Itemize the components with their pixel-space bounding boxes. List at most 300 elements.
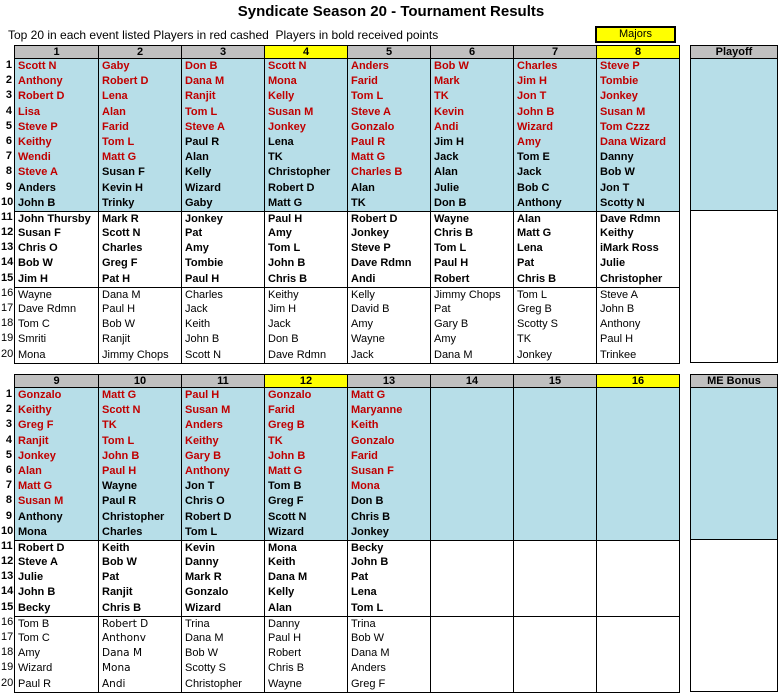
player-cell: Wizard (18, 662, 53, 675)
player-cell (514, 601, 596, 616)
row-number: 16 (1, 615, 14, 628)
player-cell: iMark Ross (600, 242, 659, 255)
player-cell: TK (99, 418, 181, 433)
player-cell: Smriti (18, 333, 47, 346)
player-cell (597, 677, 679, 692)
player-cell: Bob W (102, 556, 137, 569)
row-number: 8 (5, 494, 12, 507)
event-column-header: 7 (514, 46, 596, 59)
player-cell: Paul H (185, 272, 220, 285)
player-cell: Tom Czzz (597, 120, 679, 135)
player-cell: Danny (597, 150, 679, 165)
player-cell: Mark (431, 74, 513, 89)
player-cell: Amy (18, 647, 40, 660)
player-cell: Jim H (268, 303, 297, 315)
player-cell: John B (268, 257, 306, 270)
player-cell (597, 510, 679, 525)
event-column-header: 8 (597, 46, 679, 59)
event-column-8 (596, 46, 679, 363)
event-column-header: 12 (265, 375, 347, 388)
me-bonus-lower-zone (690, 540, 778, 692)
player-cell (431, 403, 513, 418)
player-cell: Tom L (268, 242, 301, 255)
player-cell: Matt G (348, 150, 430, 165)
player-cell: Pat (434, 303, 451, 315)
player-cell: Wayne (99, 479, 181, 494)
player-cell: Amy (514, 135, 596, 150)
player-cell: Gonzalo (348, 120, 430, 135)
player-cell: John B (600, 303, 635, 315)
player-cell: Dave Rdmn (18, 303, 77, 315)
player-cell (431, 479, 513, 494)
player-cell (597, 540, 679, 555)
player-cell: Gonzalo (265, 388, 347, 403)
player-cell: Kevin (431, 105, 513, 120)
player-cell: Wayne (351, 333, 385, 346)
row-number: 9 (5, 180, 12, 193)
player-cell: Greg B (265, 418, 347, 433)
player-cell (431, 585, 513, 600)
row-number: 12 (1, 555, 14, 568)
me-bonus-header: ME Bonus (690, 374, 778, 388)
player-cell: Wizard (265, 525, 347, 540)
player-cell (514, 403, 596, 418)
player-cell: Dana M (102, 647, 143, 660)
player-cell: Mona (348, 479, 430, 494)
playoff-points-zone (690, 59, 778, 211)
gutter-spacer (1, 45, 14, 58)
events-table-9-16 (1, 374, 778, 693)
player-cell: Lena (99, 89, 181, 104)
player-cell (514, 479, 596, 494)
playoff-lower-zone (690, 211, 778, 363)
row-number: 6 (5, 463, 12, 476)
player-cell: Paul H (600, 333, 634, 346)
player-cell: Alan (99, 105, 181, 120)
player-cell: Wayne (268, 677, 302, 690)
player-cell: Dana Wizard (597, 135, 679, 150)
player-cell: Trina (348, 616, 430, 631)
player-cell: Tom C (18, 318, 50, 331)
player-cell: Wizard (185, 601, 221, 614)
player-cell: Jimmy Chops (102, 348, 169, 361)
player-cell: Paul R (18, 677, 52, 690)
event-column-header: 9 (15, 375, 98, 388)
player-cell: Tombie (185, 257, 224, 270)
player-cell: Tom L (182, 105, 264, 120)
player-cell (597, 555, 679, 570)
row-number: 3 (5, 418, 12, 431)
player-cell: Wendi (15, 150, 98, 165)
event-column-header: 14 (431, 375, 513, 388)
player-cell: Mark R (99, 211, 181, 226)
player-cell: Christopher (99, 510, 181, 525)
player-cell: Susan M (597, 105, 679, 120)
row-numbers (1, 374, 14, 691)
player-cell (431, 616, 513, 631)
row-number: 18 (1, 646, 14, 659)
player-cell: John B (514, 105, 596, 120)
player-cell (597, 585, 679, 600)
player-cell: Robert (268, 647, 302, 660)
player-cell: Dana M (99, 287, 181, 302)
player-cell: John B (18, 586, 56, 599)
player-cell: Kelly (268, 586, 295, 599)
player-cell: Ranjit (102, 586, 133, 599)
player-cell (431, 388, 513, 403)
player-cell: Scott N (99, 403, 181, 418)
player-cell: Alan (348, 181, 430, 196)
player-cell: Chris B (517, 272, 557, 285)
player-cell: Farid (265, 403, 347, 418)
player-cell: Charles (182, 287, 264, 302)
row-number: 10 (1, 195, 14, 208)
player-cell: Paul H (265, 211, 347, 226)
player-cell: Greg B (517, 303, 552, 315)
event-column-10 (98, 375, 181, 692)
player-cell (514, 525, 596, 540)
player-cell (431, 646, 513, 661)
player-cell: Dave Rdmn (351, 257, 412, 270)
player-cell: TK (265, 434, 347, 449)
player-cell (431, 677, 513, 692)
player-cell: Scott N (265, 59, 347, 74)
player-cell: Susan F (18, 227, 61, 240)
player-cell: Lisa (15, 105, 98, 120)
row-number: 14 (1, 585, 14, 598)
event-column-header: 2 (99, 46, 181, 59)
player-cell: Lena (517, 242, 543, 255)
event-column-7 (513, 46, 596, 363)
player-cell: Susan M (182, 403, 264, 418)
player-cell: Pat (185, 227, 203, 240)
player-cell: Charles (514, 59, 596, 74)
row-number: 6 (5, 134, 12, 147)
player-cell: Greg F (265, 494, 347, 509)
player-cell (514, 646, 596, 661)
player-cell: Pat (351, 571, 369, 584)
row-number: 17 (1, 302, 14, 314)
player-cell: Mona (18, 348, 46, 361)
player-cell (431, 418, 513, 433)
player-cell: Bob C (514, 181, 596, 196)
row-number: 11 (1, 210, 13, 223)
player-cell (597, 449, 679, 464)
player-cell (431, 631, 513, 646)
player-cell: Mona (265, 540, 347, 555)
player-cell (431, 570, 513, 585)
playoff-header: Playoff (690, 45, 778, 59)
player-cell: Mona (102, 662, 131, 675)
me-bonus-points-zone (690, 388, 778, 540)
player-cell: Kevin (182, 540, 264, 555)
player-cell: Paul R (182, 135, 264, 150)
player-cell: Julie (18, 571, 44, 584)
player-cell: Robert D (99, 616, 181, 631)
player-cell (431, 555, 513, 570)
row-number: 1 (5, 59, 12, 71)
event-column-header: 1 (15, 46, 98, 59)
player-cell: Lena (265, 135, 347, 150)
player-cell: Keithy (182, 434, 264, 449)
player-cell: Farid (99, 120, 181, 135)
player-cell: Bob W (102, 318, 136, 331)
event-column-header: 15 (514, 375, 596, 388)
player-cell: Keithy (15, 403, 98, 418)
event-column-header: 4 (265, 46, 347, 59)
player-cell: Jack (514, 165, 596, 180)
player-cell: Ranjit (182, 89, 264, 104)
player-cell: Pat (102, 571, 120, 584)
page-title: Syndicate Season 20 - Tournament Results (237, 3, 545, 20)
player-cell: Pat (517, 257, 535, 270)
player-cell: John B (185, 333, 220, 346)
player-cell (431, 510, 513, 525)
player-cell: John B (351, 556, 389, 569)
player-cell: Paul H (182, 388, 264, 403)
player-cell (431, 661, 513, 676)
player-cell: Amy (185, 242, 209, 255)
player-cell: Steve A (18, 556, 58, 569)
player-cell: Christopher (600, 272, 663, 285)
me-bonus-panel (690, 374, 778, 692)
player-cell (431, 525, 513, 540)
player-cell: Anders (351, 662, 386, 675)
player-cell: Keith (348, 418, 430, 433)
player-cell: Dana M (434, 348, 473, 361)
player-cell: Jonkey (351, 227, 389, 240)
player-cell: Jon T (597, 181, 679, 196)
player-cell: Robert D (348, 211, 430, 226)
player-cell: Chris B (268, 662, 305, 675)
player-cell: Charles (99, 525, 181, 540)
player-cell (514, 540, 596, 555)
player-cell: David B (351, 303, 390, 315)
row-number: 4 (5, 433, 12, 446)
player-cell: Robert D (99, 74, 181, 89)
legend-text: Top 20 in each event listed Players in red cashed Players in bold received points (8, 28, 439, 42)
player-cell: Tom L (351, 601, 384, 614)
player-cell: John B (265, 449, 347, 464)
player-cell: Trinky (99, 196, 181, 211)
player-cell: Greg F (15, 418, 98, 433)
player-cell: Tom C (18, 632, 50, 644)
player-cell: Paul H (102, 303, 136, 315)
player-cell: Ranjit (15, 434, 98, 449)
player-cell: Mona (265, 74, 347, 89)
player-cell: Chris O (18, 242, 58, 255)
player-cell: Alan (268, 601, 292, 614)
player-cell: Mark R (185, 571, 222, 584)
player-cell (597, 616, 679, 631)
player-cell (597, 646, 679, 661)
player-cell: Keithy (600, 227, 634, 240)
player-cell: Amy (351, 318, 373, 331)
player-cell (597, 388, 679, 403)
player-cell: Robert D (15, 89, 98, 104)
player-cell (597, 418, 679, 433)
player-cell: Danny (185, 556, 219, 569)
player-cell: Danny (265, 616, 347, 631)
player-cell: Don B (431, 196, 513, 211)
player-cell: Chris B (102, 601, 142, 614)
player-cell: Scotty N (597, 196, 679, 211)
player-cell: Matt G (99, 388, 181, 403)
event-column-12 (264, 375, 347, 692)
row-number: 12 (1, 226, 14, 239)
player-cell: Dave Rdmn (597, 211, 679, 226)
player-cell: Dave Rdmn (268, 348, 327, 361)
events-table-1-8 (1, 45, 778, 364)
player-cell (514, 418, 596, 433)
player-cell: Chris B (348, 510, 430, 525)
player-cell: Kelly (348, 287, 430, 302)
player-cell: Jim H (431, 135, 513, 150)
event-column-3 (181, 46, 264, 363)
row-number: 9 (5, 509, 12, 522)
player-cell: Jim H (18, 272, 48, 285)
player-cell: Scott N (15, 59, 98, 74)
player-cell: Gaby (99, 59, 181, 74)
player-cell (514, 677, 596, 692)
player-cell: Julie (600, 257, 626, 270)
player-cell: Anthonv (102, 632, 146, 644)
player-cell: Robert (434, 272, 470, 285)
player-cell (431, 601, 513, 616)
player-cell: Matt G (265, 464, 347, 479)
player-cell: Jack (268, 318, 291, 331)
player-cell: Greg F (102, 257, 138, 270)
player-cell (431, 464, 513, 479)
player-cell: Scott N (185, 348, 222, 361)
player-cell: Wizard (182, 181, 264, 196)
row-number: 1 (5, 388, 12, 400)
player-cell: Mona (15, 525, 98, 540)
player-cell: Jonkey (182, 211, 264, 226)
player-cell: Jonkey (15, 449, 98, 464)
row-number: 14 (1, 256, 14, 269)
row-number: 3 (5, 89, 12, 102)
row-number: 13 (1, 241, 14, 254)
player-cell: Kelly (182, 165, 264, 180)
event-column-16 (596, 375, 679, 692)
player-cell: Don B (348, 494, 430, 509)
player-cell: Christopher (185, 677, 242, 690)
player-cell: Christopher (265, 165, 347, 180)
player-cell: Tombie (597, 74, 679, 89)
player-cell: Anders (15, 181, 98, 196)
player-cell: Susan F (348, 464, 430, 479)
player-cell: Susan M (15, 494, 98, 509)
player-cell (514, 388, 596, 403)
player-cell: Jonkey (517, 348, 552, 361)
player-cell: Paul R (348, 135, 430, 150)
event-column-6 (430, 46, 513, 363)
player-cell: Julie (431, 181, 513, 196)
player-cell: Becky (18, 601, 51, 614)
event-column-13 (347, 375, 430, 692)
row-number: 2 (5, 403, 12, 416)
player-cell: Paul R (99, 494, 181, 509)
player-cell: Matt G (99, 150, 181, 165)
row-number: 10 (1, 524, 14, 537)
player-cell: Robert D (265, 181, 347, 196)
player-cell: Paul H (99, 464, 181, 479)
player-cell (514, 449, 596, 464)
player-cell: Tom L (182, 525, 264, 540)
player-cell: Tom L (514, 287, 596, 302)
player-cell: Scotty S (517, 318, 558, 331)
player-cell: Anthony (600, 318, 641, 331)
player-cell (514, 464, 596, 479)
player-cell: Gary B (434, 318, 469, 331)
player-cell: John B (15, 196, 98, 211)
player-cell: Steve A (597, 287, 679, 302)
player-cell: Matt G (15, 479, 98, 494)
player-cell (597, 525, 679, 540)
player-cell: Scott N (102, 227, 141, 240)
event-column-header: 6 (431, 46, 513, 59)
player-cell: Jim H (514, 74, 596, 89)
player-cell: Keith (185, 318, 211, 331)
player-cell: Charles (102, 242, 143, 255)
player-cell: Don B (182, 59, 264, 74)
player-cell: Robert D (182, 510, 264, 525)
player-cell: Keith (268, 556, 296, 569)
player-cell (514, 434, 596, 449)
row-number: 5 (5, 448, 12, 461)
player-cell: Alan (182, 150, 264, 165)
row-number: 15 (1, 600, 14, 613)
event-columns (14, 374, 680, 693)
player-cell: Steve P (15, 120, 98, 135)
player-cell (431, 540, 513, 555)
player-cell: Wayne (15, 287, 98, 302)
player-cell: Anthony (15, 510, 98, 525)
player-cell: Kevin H (99, 181, 181, 196)
player-cell: Tom B (265, 479, 347, 494)
player-cell: Steve A (348, 105, 430, 120)
player-cell: Gonzalo (15, 388, 98, 403)
player-cell (514, 585, 596, 600)
majors-label: Majors (595, 26, 676, 43)
event-column-header: 5 (348, 46, 430, 59)
player-cell: Gaby (182, 196, 264, 211)
player-cell: Jack (431, 150, 513, 165)
player-cell: Jimmy Chops (431, 287, 513, 302)
row-number: 4 (5, 104, 12, 117)
row-number: 19 (1, 332, 14, 345)
player-cell: Lena (351, 586, 377, 599)
player-cell: Anthony (182, 464, 264, 479)
row-number: 18 (1, 317, 14, 330)
row-number: 13 (1, 570, 14, 583)
player-cell: Tom L (99, 135, 181, 150)
player-cell: Jonkey (348, 525, 430, 540)
player-cell (514, 510, 596, 525)
event-columns (14, 45, 680, 364)
player-cell: Dana M (182, 74, 264, 89)
player-cell: Maryanne (348, 403, 430, 418)
row-number: 16 (1, 286, 14, 299)
player-cell: Alan (15, 464, 98, 479)
event-column-header: 10 (99, 375, 181, 388)
player-cell: Dana M (351, 647, 390, 660)
player-cell: Tom L (434, 242, 467, 255)
event-column-5 (347, 46, 430, 363)
player-cell: Tom B (15, 616, 98, 631)
event-column-header: 11 (182, 375, 264, 388)
